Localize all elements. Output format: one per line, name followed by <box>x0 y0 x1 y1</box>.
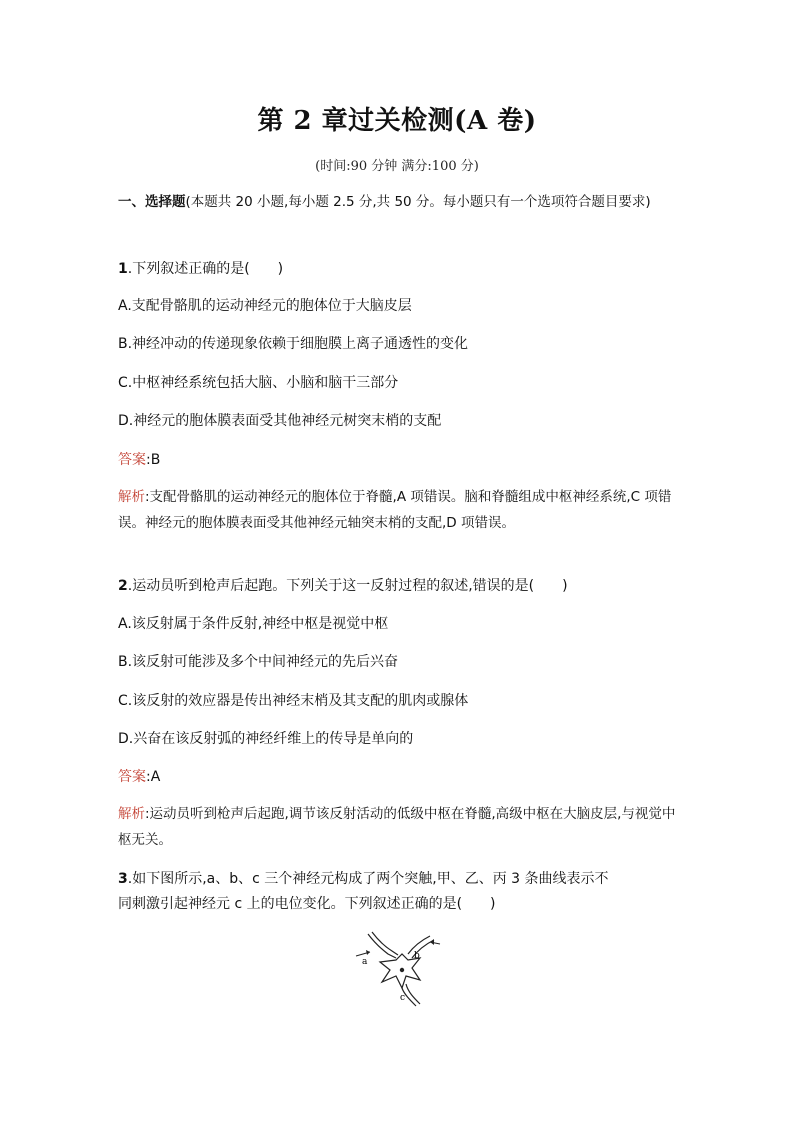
analysis-label: 解析 <box>118 806 145 822</box>
arrow-head-icon <box>430 939 434 945</box>
analysis-label: 解析 <box>118 489 145 505</box>
label-b: b <box>414 951 420 961</box>
analysis-text: :支配骨骼肌的运动神经元的胞体位于脊髓,A 项错误。脑和脊髓组成中枢神经系统,C 项错误。神经元的胞体膜表面受其他神经元轴突末梢的支配,D 项错误。 <box>118 489 672 531</box>
section-note: (本题共 20 小题,每小题 2.5 分,共 50 分。每小题只有一个选项符合题目要求) <box>185 194 651 210</box>
nucleus <box>400 968 404 972</box>
option-d: D.兴奋在该反射弧的神经纤维上的传导是单向的 <box>118 731 414 747</box>
question-number: 2 <box>118 578 128 594</box>
question-text: .如下图所示,a、b、c 三个神经元构成了两个突触,甲、乙、丙 3 条曲线表示不 <box>127 871 609 887</box>
question-text: .下列叙述正确的是( ) <box>127 261 284 277</box>
option-b: B.该反射可能涉及多个中间神经元的先后兴奋 <box>118 654 399 670</box>
option-b: B.神经冲动的传递现象依赖于细胞膜上离子通透性的变化 <box>118 336 469 352</box>
answer-value: :A <box>146 769 161 785</box>
exam-info: (时间:90 分钟 满分:100 分) <box>315 159 479 174</box>
question-stem <box>118 575 678 595</box>
neuron-c-axon-outline <box>406 984 420 1004</box>
label-c: c <box>400 993 406 1003</box>
question-number: 3 <box>118 871 128 887</box>
label-a: a <box>362 957 368 967</box>
question-stem <box>118 868 678 888</box>
analysis <box>118 484 676 536</box>
option-a: A.该反射属于条件反射,神经中枢是视觉中枢 <box>118 616 389 632</box>
question-text: .运动员听到枪声后起跑。下列关于这一反射过程的叙述,错误的是( ) <box>127 578 568 594</box>
answer-label: 答案 <box>118 452 146 468</box>
answer-value: :B <box>146 452 161 468</box>
section-header <box>118 190 678 215</box>
neuron-synapse-figure <box>350 928 450 1008</box>
page-title: 第 2 章过关检测(A 卷) <box>257 106 537 136</box>
neuron-a-axon <box>368 934 396 958</box>
option-c: C.该反射的效应器是传出神经末梢及其支配的肌肉或腺体 <box>118 693 469 709</box>
analysis <box>118 801 676 853</box>
question-stem <box>118 258 678 278</box>
section-heading: 一、选择题 <box>118 194 186 210</box>
question-text-continued: 同刺激引起神经元 c 上的电位变化。下列叙述正确的是( ) <box>118 896 496 912</box>
arrow-head-icon <box>366 950 370 955</box>
option-d: D.神经元的胞体膜表面受其他神经元树突末梢的支配 <box>118 413 442 429</box>
analysis-text: :运动员听到枪声后起跑,调节该反射活动的低级中枢在脊髓,高级中枢在大脑皮层,与视觉中枢无关。 <box>118 806 676 848</box>
question-number: 1 <box>118 261 128 277</box>
answer-label: 答案 <box>118 769 146 785</box>
answer <box>118 449 678 469</box>
option-a: A.支配骨骼肌的运动神经元的胞体位于大脑皮层 <box>118 298 412 314</box>
option-c: C.中枢神经系统包括大脑、小脑和脑干三部分 <box>118 375 399 391</box>
answer <box>118 766 678 786</box>
